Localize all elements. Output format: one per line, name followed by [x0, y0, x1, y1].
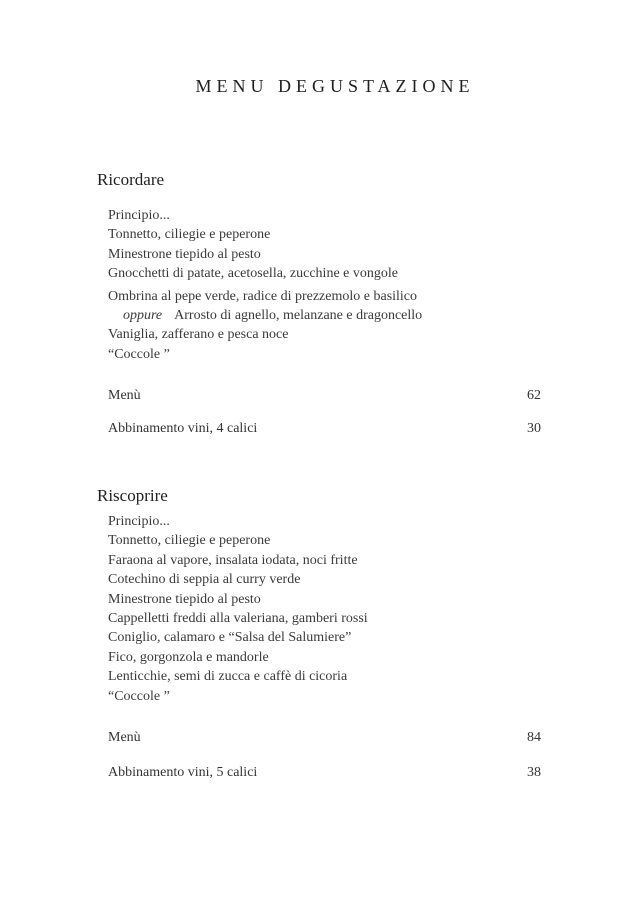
price-label: Menù: [108, 388, 141, 403]
menu-item: Faraona al vapore, insalata iodata, noci fritte: [108, 552, 358, 568]
page-title: MENU DEGUSTAZIONE: [195, 76, 475, 96]
price-value: 30: [527, 421, 541, 436]
oppure-label: oppure: [123, 308, 163, 324]
section-heading: Riscoprire: [97, 486, 168, 505]
menu-item: Tonnetto, ciliegie e peperone: [108, 227, 271, 243]
price-value: 62: [527, 388, 541, 403]
menu-item: Ombrina al pepe verde, radice di prezzemolo e basilico: [108, 288, 418, 304]
menu-item: Vaniglia, zafferano e pesca noce: [108, 327, 289, 343]
menu-item: Cotechino di seppia al curry verde: [108, 572, 301, 588]
price-label: Menù: [108, 730, 141, 745]
menu-item: Cappelletti freddi alla valeriana, gamberi rossi: [108, 611, 368, 627]
menu-item: Coniglio, calamaro e “Salsa del Salumiere”: [108, 630, 352, 646]
menu-item: Lenticchie, semi di zucca e caffè di cicoria: [108, 669, 348, 685]
menu-item-list: [108, 512, 368, 706]
menu-item-text: Arrosto di agnello, melanzane e dragoncello: [174, 308, 423, 324]
price-row-wine-pairing: [108, 763, 541, 782]
menu-item: “Coccole ”: [108, 688, 170, 704]
price-row-menu: [108, 728, 541, 747]
price-value: 38: [527, 765, 541, 780]
price-row-menu: [108, 386, 541, 405]
menu-item-list: [108, 206, 422, 364]
menu-item: Tonnetto, ciliegie e peperone: [108, 533, 271, 549]
menu-item: “Coccole ”: [108, 346, 170, 362]
menu-item: Principio...: [108, 514, 170, 529]
price-label: Abbinamento vini, 5 calici: [108, 765, 258, 780]
menu-item: Gnocchetti di patate, acetosella, zucchine e vongole: [108, 266, 398, 282]
price-value: 84: [527, 730, 541, 745]
section-heading: Ricordare: [97, 170, 165, 189]
menu-item: Minestrone tiepido al pesto: [108, 246, 261, 262]
price-row-wine-pairing: [108, 419, 541, 438]
menu-item: Fico, gorgonzola e mandorle: [108, 649, 269, 665]
menu-item: Principio...: [108, 208, 170, 223]
price-label: Abbinamento vini, 4 calici: [108, 421, 258, 436]
menu-item-alternative: [108, 306, 422, 325]
menu-item: Minestrone tiepido al pesto: [108, 591, 261, 607]
